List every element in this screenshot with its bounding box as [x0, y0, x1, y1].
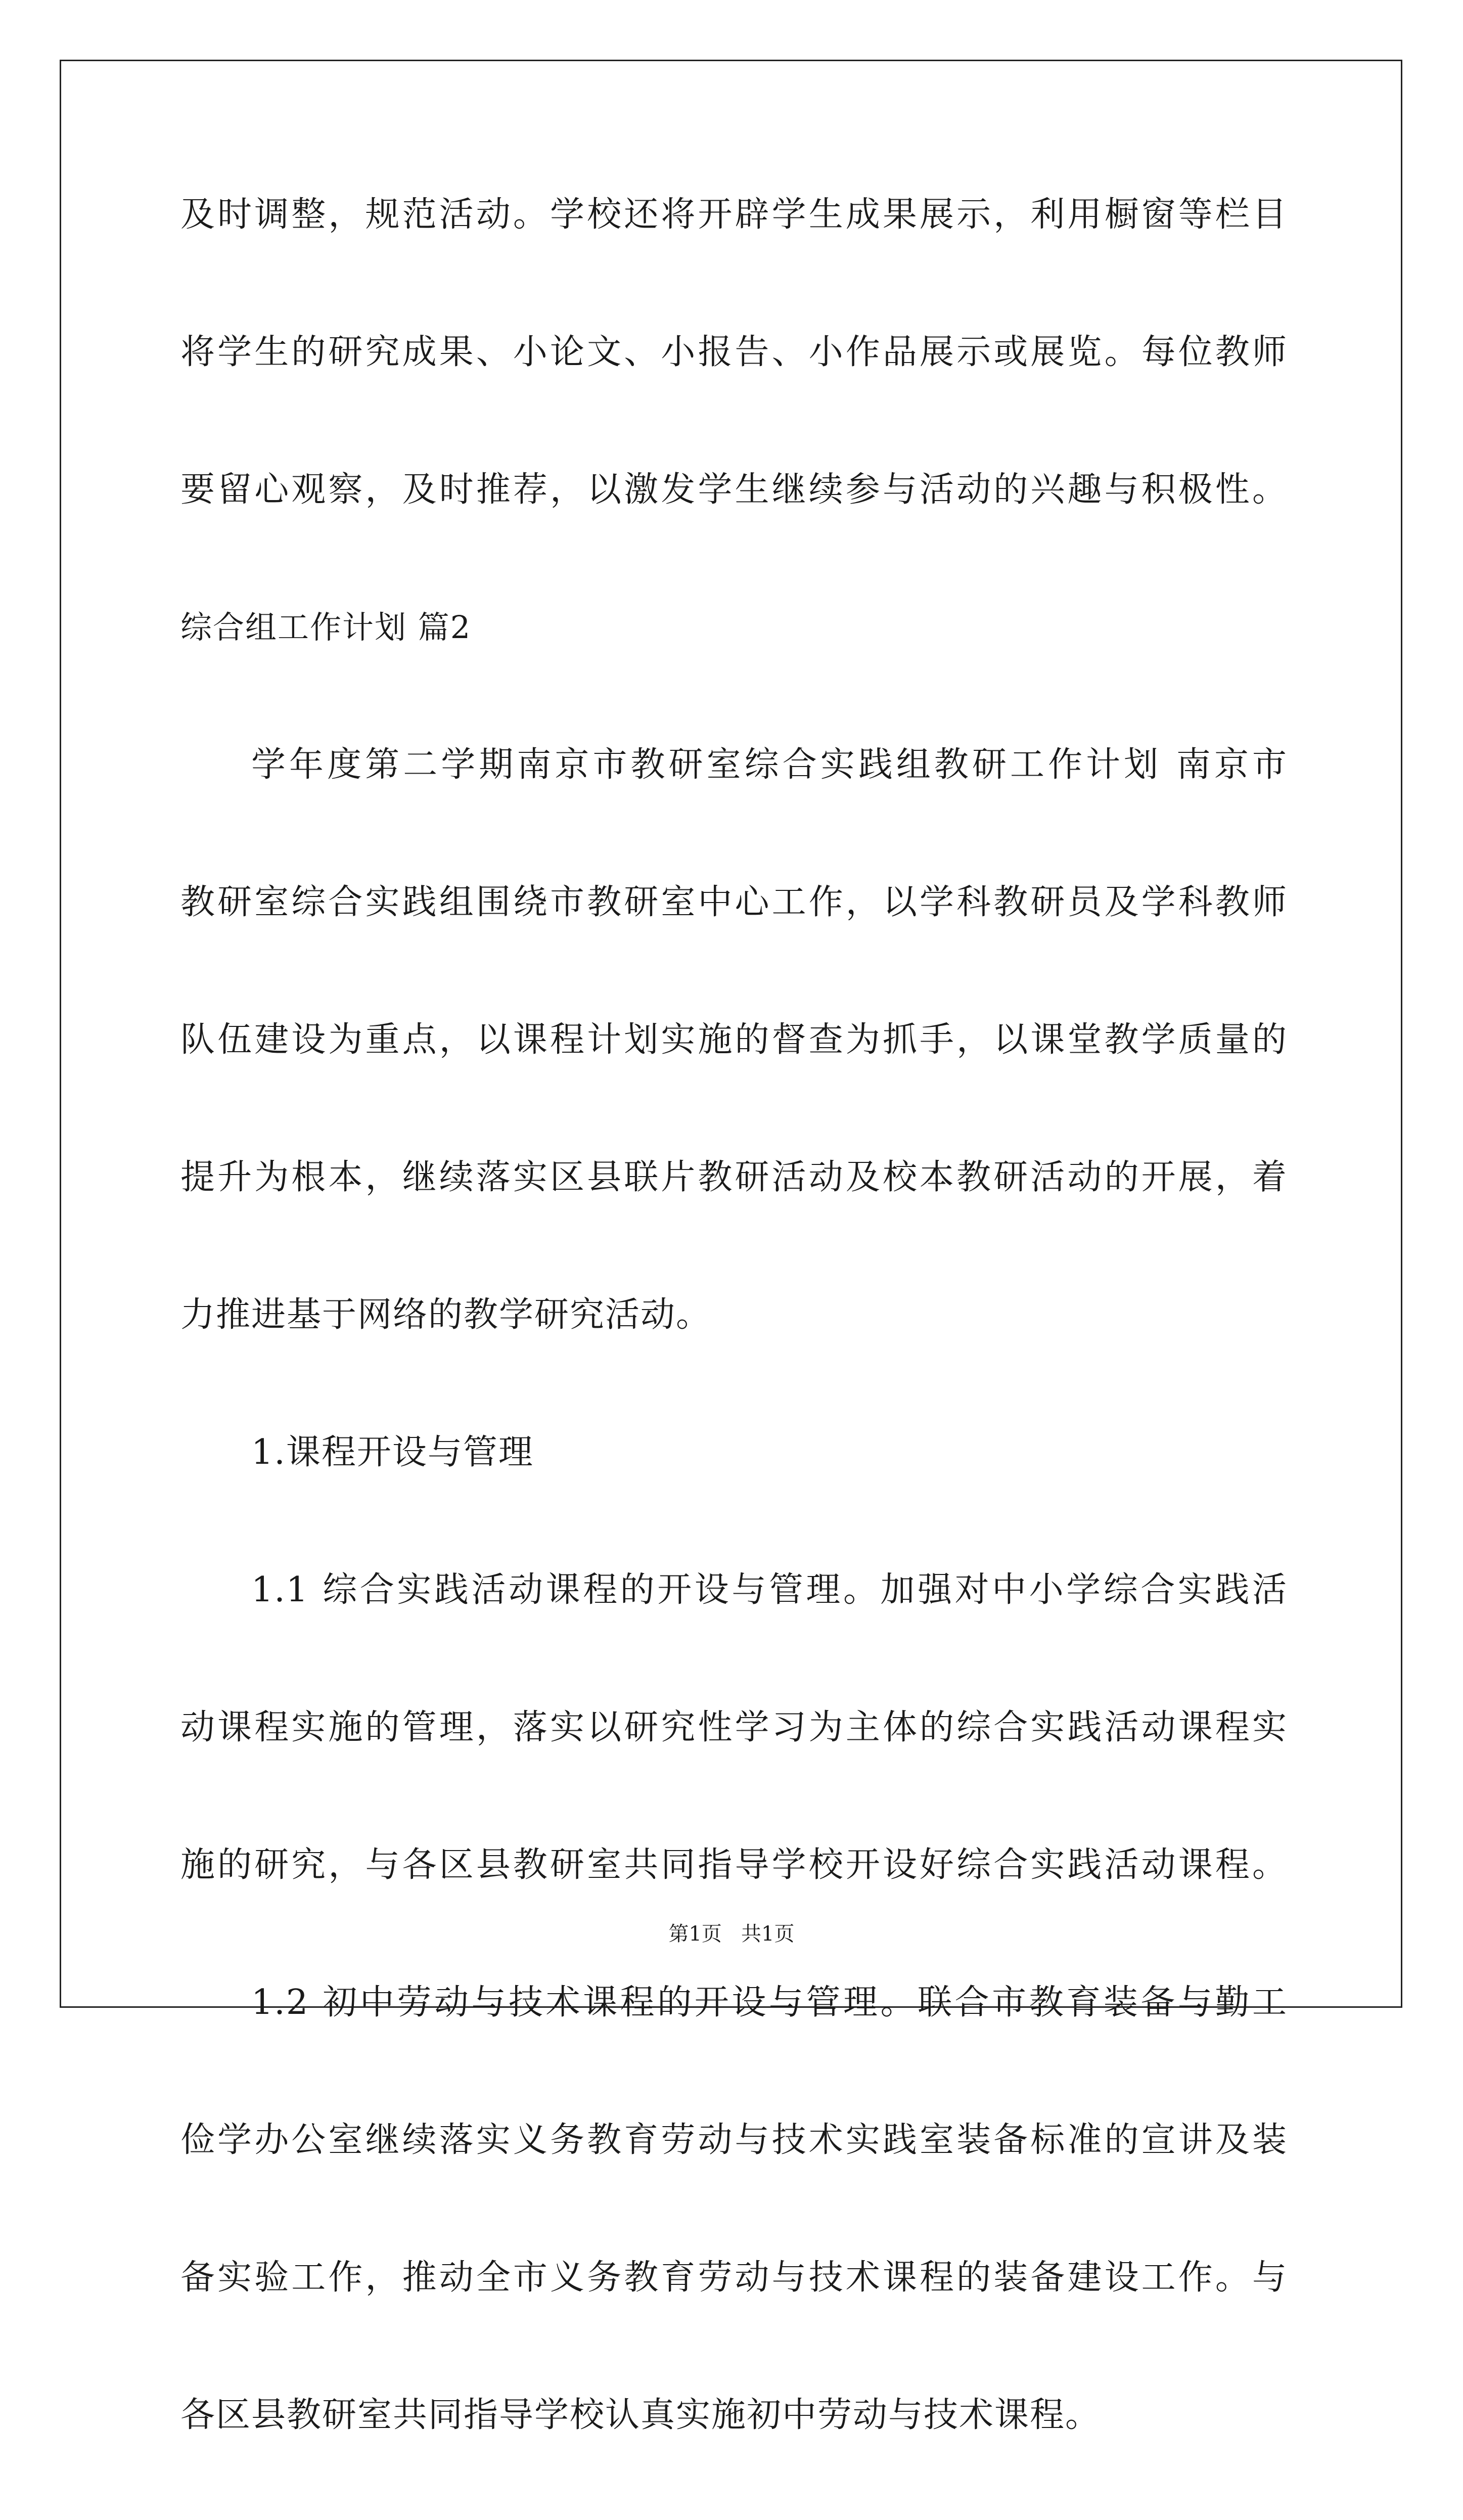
text-line: 1.课程开设与管理 — [251, 1432, 534, 1472]
text-line: 1.1 综合实践活动课程的开设与管理。加强对中小学综合实践活 — [251, 1570, 1288, 1610]
text-line: 1.2 初中劳动与技术课程的开设与管理。联合市教育装备与勤工 — [251, 1983, 1288, 2022]
text-line: 提升为根本，继续落实区县联片教研活动及校本教研活动的开展，着 — [180, 1157, 1288, 1197]
text-line: 及时调整，规范活动。学校还将开辟学生成果展示，利用橱窗等栏目 — [180, 195, 1288, 235]
text-line: 教研室综合实践组围绕市教研室中心工作，以学科教研员及学科教师 — [180, 882, 1288, 922]
text-line: 队伍建设为重点，以课程计划实施的督查为抓手，以课堂教学质量的 — [180, 1020, 1288, 1060]
text-line: 备实验工作，推动全市义务教育劳动与技术课程的装备建设工作。与 — [180, 2258, 1288, 2298]
text-line: 力推进基于网络的教学研究活动。 — [180, 1295, 712, 1335]
page-footer: 第1页 共1页 — [668, 1922, 795, 1946]
text-line: 施的研究，与各区县教研室共同指导学校开设好综合实践活动课程。 — [180, 1845, 1288, 1885]
text-line: 各区县教研室共同指导学校认真实施初中劳动与技术课程。 — [180, 2395, 1101, 2435]
document-body — [180, 182, 1288, 2520]
section-heading: 综合组工作计划 篇2 — [180, 609, 472, 646]
text-line: 动课程实施的管理，落实以研究性学习为主体的综合实践活动课程实 — [180, 1707, 1288, 1747]
text-line: 俭学办公室继续落实义务教育劳动与技术实践室装备标准的宣讲及装 — [180, 2120, 1288, 2160]
text-line: 学年度第二学期南京市教研室综合实践组教研工作计划 南京市 — [251, 745, 1288, 785]
text-line: 将学生的研究成果、小论文、小报告、小作品展示或展览。每位教师 — [180, 332, 1288, 372]
text-line: 要留心观察，及时推荐，以激发学生继续参与活动的兴趣与积极性。 — [180, 470, 1288, 510]
